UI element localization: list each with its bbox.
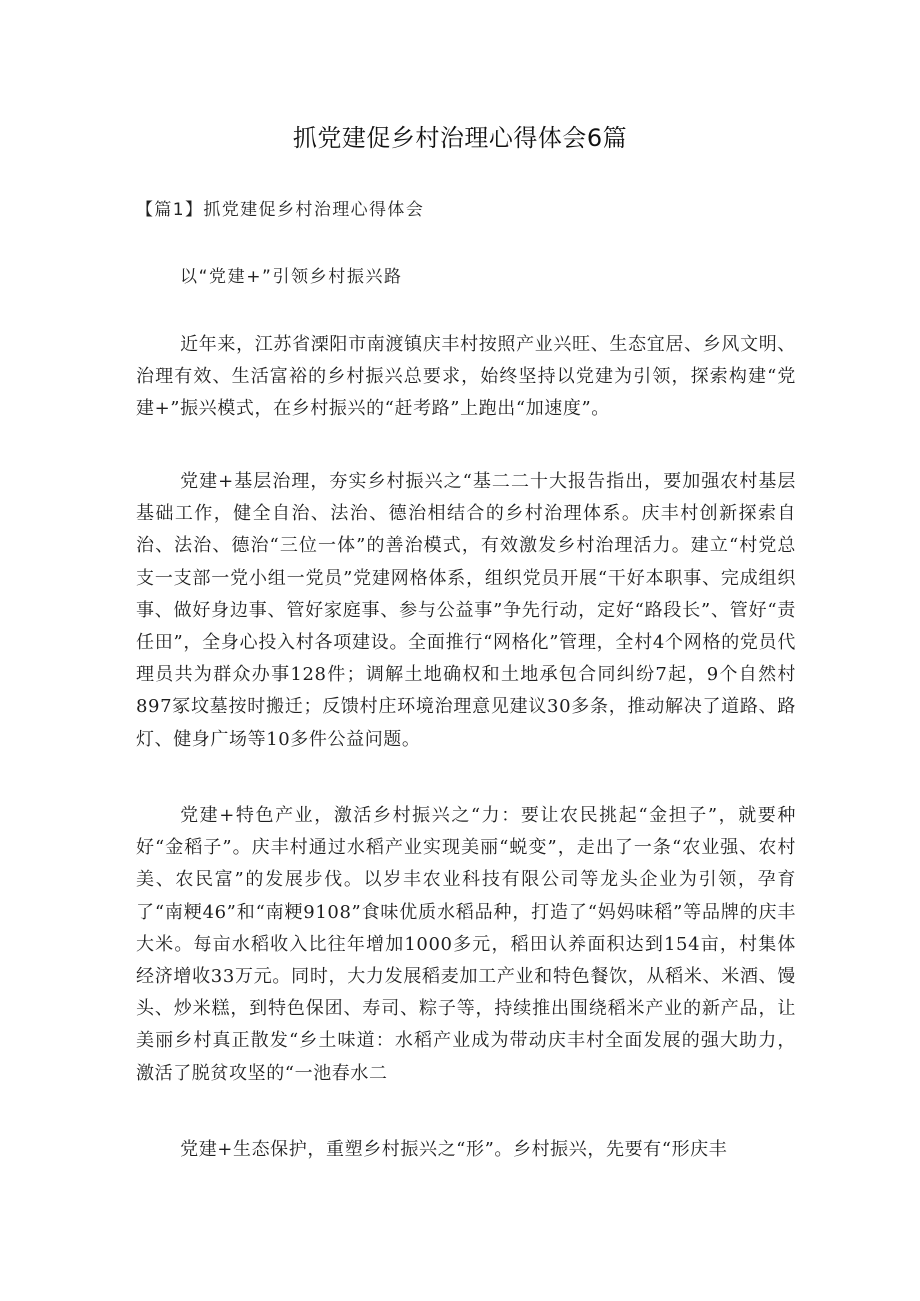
- paragraph-intro: 近年来，江苏省溧阳市南渡镇庆丰村按照产业兴旺、生态宜居、乡风文明、治理有效、生活富裕的乡村振兴总要求，始终坚持以党建为引领，探索构建“党建+”振兴模式，在乡村振兴的“赶考路”上跑出“加速度”。: [136, 334, 796, 420]
- paragraph-characteristic-industry: 党建+特色产业，激活乡村振兴之“力：要让农民挑起“金担子”，就要种好“金稻子”。庆丰村通过水稻产业实现美丽“蜕变”，走出了一条“农业强、农村美、农民富”的发展步伐。以岁丰农业科技有限公司等龙头企业为引领，孕育了“南粳46”和“南粳9108”食味优质水稻品种，打造了“妈妈味稻”等品牌的庆丰大米。每亩水稻收入比往年增加1000多元，稻田认养面积达到154亩，村集体经济增收33万元。同时，大力发展稻麦加工产业和特色餐饮，从稻米、米酒、馒头、炒米糕，到特色保团、寿司、粽子等，持续推出围绕稻米产业的新产品，让美丽乡村真正散发“乡土味道：水稻产业成为带动庆丰村全面发展的强大助力，激活了脱贫攻坚的“一池春水二: [136, 805, 796, 1084]
- document-title: 抓党建促乡村治理心得体会6篇: [292, 124, 628, 152]
- section-heading: 【篇1】抓党建促乡村治理心得体会: [136, 200, 425, 220]
- paragraph-grassroots-governance: 党建+基层治理，夯实乡村振兴之“基二二十大报告指出，要加强农村基层基础工作，健全自治、法治、德治相结合的乡村治理体系。庆丰村创新探索自治、法治、德治“三位一体”的善治模式，有效激发乡村治理活力。建立“村党总支一支部一党小组一党员”党建网格体系，组织党员开展“干好本职事、完成组织事、做好身边事、管好家庭事、参与公益事”争先行动，定好“路段长”、管好“责任田”，全身心投入村各项建设。全面推行“网格化”管理，全村4个网格的党员代理员共为群众办事128件；调解土地确权和土地承包合同纠纷7起，9个自然村897冢坟墓按时搬迁；反馈村庄环境治理意见建议30多条，推动解决了道路、路灯、健身广场等10多件公益问题。: [136, 471, 796, 750]
- paragraph-ecological-protection: 党建+生态保护，重塑乡村振兴之“形”。乡村振兴，先要有“形庆丰: [180, 1139, 728, 1160]
- article-subtitle: 以“党建+”引领乡村振兴路: [180, 267, 403, 287]
